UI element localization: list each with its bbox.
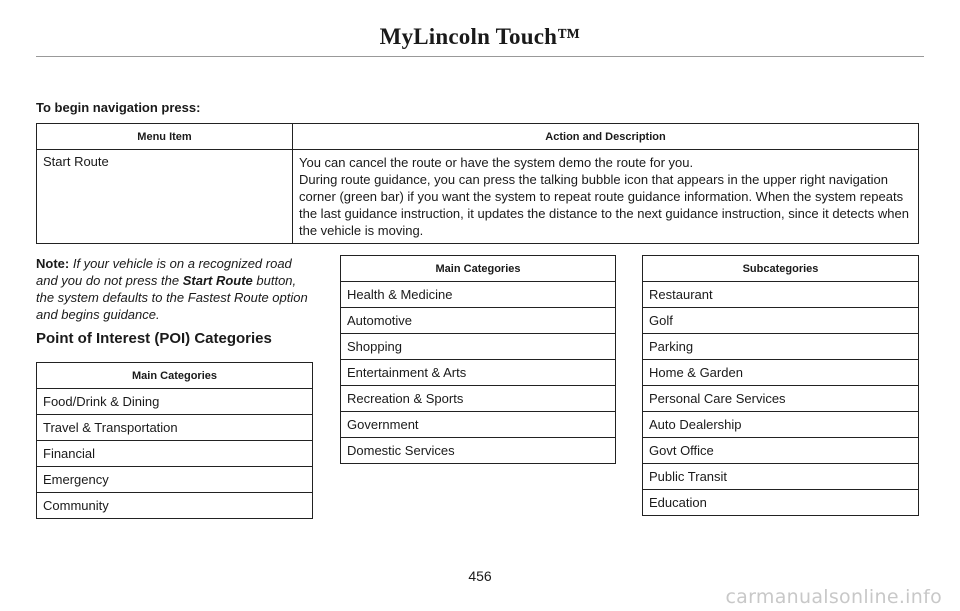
header-divider	[36, 56, 924, 57]
table-cell: Travel & Transportation	[37, 415, 313, 441]
column-header: Main Categories	[37, 363, 313, 389]
table-cell: Health & Medicine	[341, 282, 616, 308]
page-number: 456	[468, 568, 492, 584]
description-cell	[293, 150, 919, 244]
table-cell: Food/Drink & Dining	[37, 389, 313, 415]
note-paragraph	[36, 255, 316, 323]
column-header: Subcategories	[643, 256, 919, 282]
table-row	[37, 150, 919, 244]
table-cell: Restaurant	[643, 282, 919, 308]
table-cell: Financial	[37, 441, 313, 467]
note-bold-term: Start Route	[182, 273, 253, 288]
note-text: If your vehicle is on a recognized road and you do not press the	[36, 256, 292, 288]
page-header-title: MyLincoln Touch™	[379, 24, 581, 49]
note-label: Note:	[36, 256, 70, 271]
intro-text: To begin navigation press:	[36, 100, 201, 115]
table-cell: Golf	[643, 308, 919, 334]
table-header-row	[37, 124, 919, 150]
table-cell: Parking	[643, 334, 919, 360]
menu-item-cell: Start Route	[37, 150, 293, 244]
main-categories-table-1	[36, 362, 313, 519]
navigation-menu-table	[36, 123, 919, 244]
table-cell: Recreation & Sports	[341, 386, 616, 412]
table-cell: Emergency	[37, 467, 313, 493]
watermark: carmanualsonline.info	[725, 586, 942, 608]
section-heading: Point of Interest (POI) Categories	[36, 330, 272, 347]
table-cell: Community	[37, 493, 313, 519]
note-text: button, the system defaults to the Fastest Route option and begins guidance.	[36, 273, 308, 322]
table-cell: Govt Office	[643, 438, 919, 464]
description-line: During route guidance, you can press the talking bubble icon that appears in the upper right navigation corner (green bar) if you want the system to repeat route guidance information. When the system repeats the last guidance instruction, it updates the distance to the next guidance instruction, since it detects when the vehicle is moving.	[299, 172, 909, 238]
subcategories-table	[642, 255, 919, 516]
table-cell: Personal Care Services	[643, 386, 919, 412]
table-cell: Domestic Services	[341, 438, 616, 464]
table-cell: Government	[341, 412, 616, 438]
column-header-action-description: Action and Description	[293, 124, 919, 150]
table-cell: Automotive	[341, 308, 616, 334]
table-cell: Home & Garden	[643, 360, 919, 386]
table-cell: Education	[643, 490, 919, 516]
column-header: Main Categories	[341, 256, 616, 282]
table-cell: Public Transit	[643, 464, 919, 490]
main-categories-table-2	[340, 255, 616, 464]
column-header-menu-item: Menu Item	[37, 124, 293, 150]
description-line: You can cancel the route or have the system demo the route for you.	[299, 155, 694, 170]
table-cell: Auto Dealership	[643, 412, 919, 438]
table-cell: Shopping	[341, 334, 616, 360]
table-cell: Entertainment & Arts	[341, 360, 616, 386]
